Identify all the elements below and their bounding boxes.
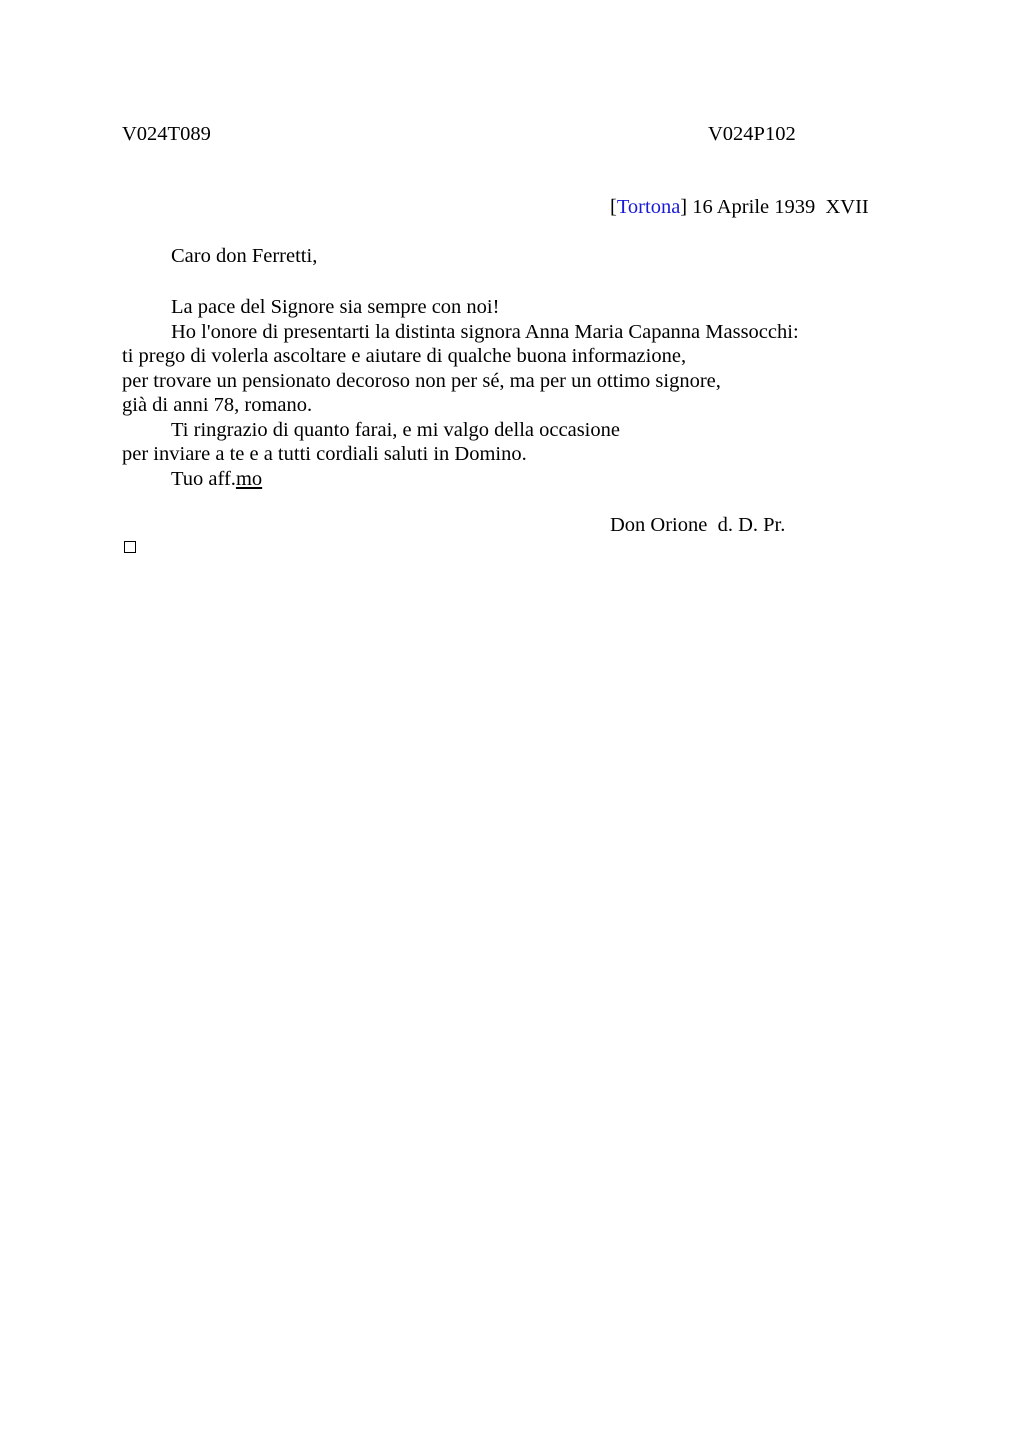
letter-line: La pace del Signore sia sempre con noi! [171,296,500,318]
document-ref-right: V024P102 [708,123,796,145]
salutation: Caro don Ferretti, [171,245,318,267]
dateline-bracket-close: ] [680,196,688,218]
letter-line: per trovare un pensionato decoroso non per sé, ma per un ottimo signore, [122,369,721,392]
letter-body [122,295,902,491]
document-ref-left: V024T089 [122,123,211,145]
dateline-date: 16 Aprile 1939 XVII [687,196,869,218]
letter-line: già di anni 78, romano. [122,394,313,416]
closing-suffix: mo [235,467,263,490]
letter-line: Ti ringrazio di quanto farai, e mi valgo della occasione [171,418,620,441]
dateline-bracket-open: [ [610,196,617,218]
letter-line: per inviare a te e a tutti cordiali saluti in Domino. [122,443,527,465]
closing-prefix: Tuo aff. [171,467,236,490]
closing [122,467,902,492]
dateline [610,197,869,218]
dateline-place: Tortona [616,196,681,218]
signature: Don Orione d. D. Pr. [610,514,786,536]
end-mark-box [124,541,136,553]
letter-line: Ho l'onore di presentarti la distinta signora Anna Maria Capanna Massocchi: [171,320,799,343]
letter-line: ti prego di volerla ascoltare e aiutare di qualche buona informazione, [122,345,687,367]
